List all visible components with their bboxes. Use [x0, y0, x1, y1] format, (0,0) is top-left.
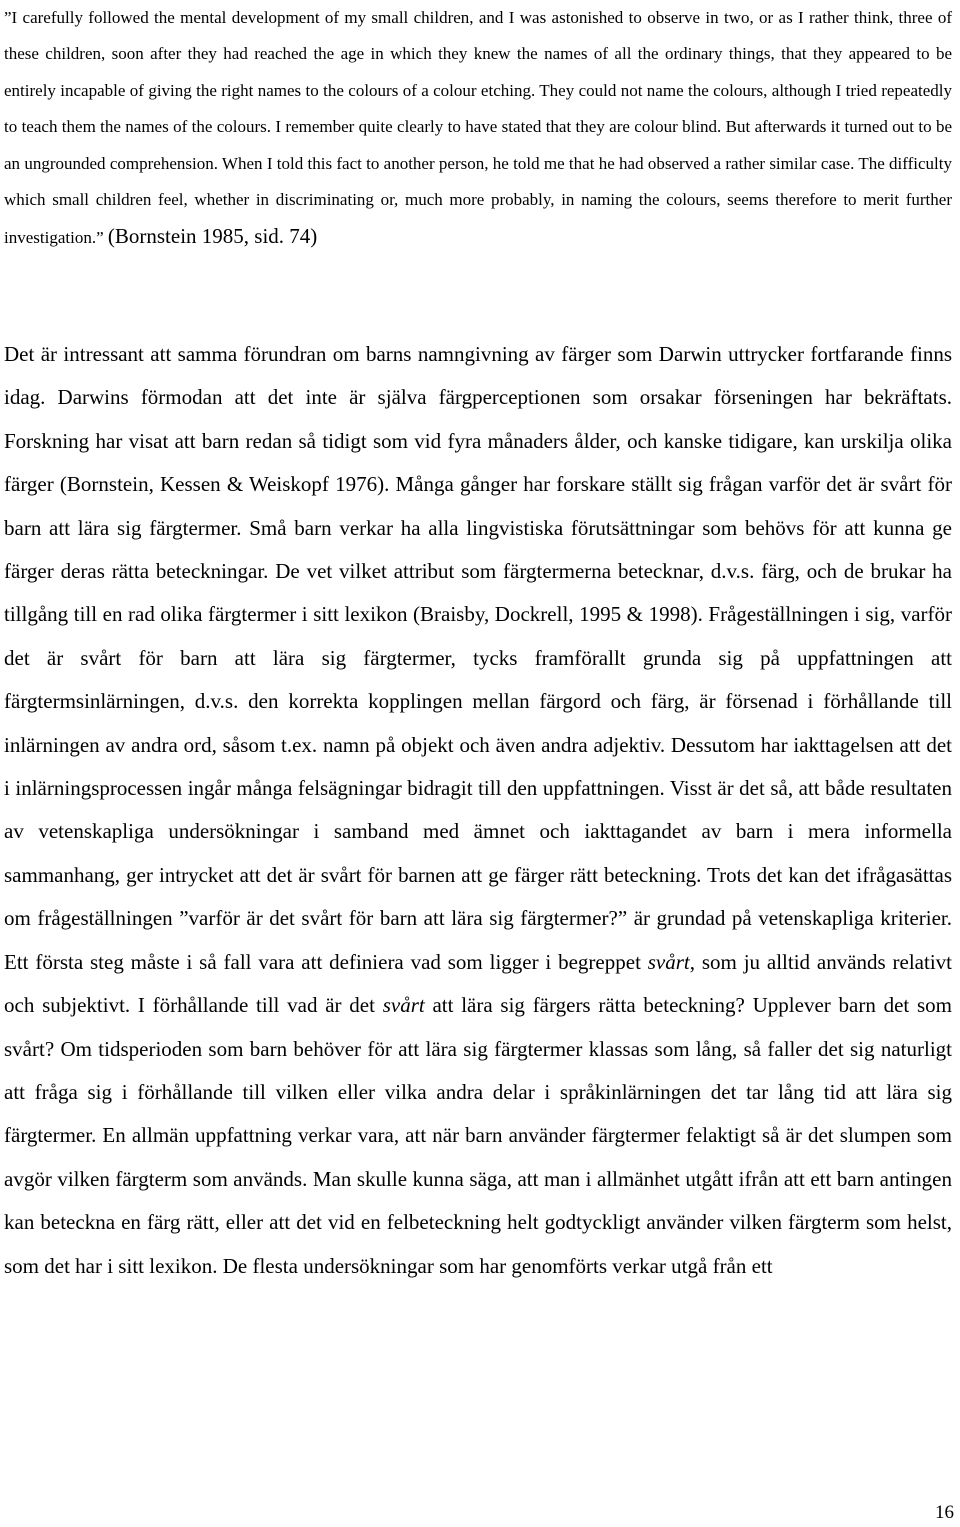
- italic-word-svart-1: svårt: [647, 949, 690, 974]
- body-paragraph: [4, 333, 952, 1288]
- paragraph-text-1: Det är intressant att samma förundran om barns namngivning av färger som Darwin uttrycker fortfarande finns idag. Darwins förmodan att det inte är själva färgperceptionen som orsakar förseningen har bekräftats. Forskning har visat att barn redan så tidigt som vid fyra månaders ålder, och kanske tidigare, kan urskilja olika färger (Bornstein, Kessen & Weiskopf 1976). Många gånger har forskare ställt sig frågan varför det är svårt för barn att lära sig färgtermer. Små barn verkar ha alla lingvistiska förutsättningar som behövs för att kunna ge färger deras rätta beteckningar. De vet vilket attribut som färgtermerna betecknar, d.v.s. färg, och de brukar ha tillgång till en rad olika färgtermer i sitt lexikon (Braisby, Dockrell, 1995 & 1998). Frågeställningen i sig, varför det är svårt för barn att lära sig färgtermer, tycks framförallt grunda sig på uppfattningen att färgtermsinlärningen, d.v.s. den korrekta kopplingen mellan färgord och färg, är försenad i förhållande till inlärningen av andra ord, såsom t.ex. namn på objekt och även andra adjektiv. Dessutom har iakttagelsen att det i inlärningsprocessen ingår många felsägningar bidragit till den uppfattningen. Visst är det så, att både resultaten av vetenskapliga undersökningar i samband med ämnet och iakttagandet av barn i mera informella sammanhang, ger intrycket att det är svårt för barnen att ge färger rätt beteckning. Trots det kan det ifrågasättas om frågeställningen ”varför är det svårt för barn att lära sig färgtermer?” är grundad på vetenskapliga kriterier. Ett första steg måste i så fall vara att definiera vad som ligger i begreppet: [4, 342, 952, 974]
- darwin-quote: [4, 0, 952, 257]
- quote-citation: (Bornstein 1985, sid. 74): [107, 224, 318, 249]
- page-number: 16: [935, 1502, 954, 1523]
- paragraph-text-3: att lära sig färgers rätta beteckning? Upplever barn det som svårt? Om tidsperioden som barn behöver för att lära sig färgtermer klassas som lång, så faller det sig naturligt att fråga sig i förhållande till vilken eller vilka andra delar i språkinlärningen det tar lång tid att lära sig färgtermer. En allmän uppfattning verkar vara, att när barn använder färgtermer felaktigt så är det slumpen som avgör vilken färgterm som används. Man skulle kunna säga, att man i allmänhet utgått ifrån att ett barn antingen kan beteckna en färg rätt, eller att det vid en felbeteckning helt godtyckligt använder vilken färgterm som helst, som det har i sitt lexikon. De flesta undersökningar som har genomförts verkar utgå från ett: [4, 993, 953, 1278]
- italic-word-svart-2: svårt: [382, 993, 425, 1018]
- paragraph-text-2: , som ju alltid används relativt och subjektivt. I förhållande till vad är det: [4, 949, 952, 1018]
- quote-text: ”I carefully followed the mental development of my small children, and I was astonished to observe in two, or as I rather think, three of these children, soon after they had reached the age in which they knew the names of all the ordinary things, that they appeared to be entirely incapable of giving the right names to the colours of a colour etching. They could not name the colours, although I tried repeatedly to teach them the names of the colours. I remember quite clearly to have stated that they are colour blind. But afterwards it turned out to be an ungrounded comprehension. When I told this fact to another person, he told me that he had observed a rather similar case. The difficulty which small children feel, whether in discriminating or, much more probably, in naming the colours, seems therefore to merit further investigation.”: [4, 8, 952, 248]
